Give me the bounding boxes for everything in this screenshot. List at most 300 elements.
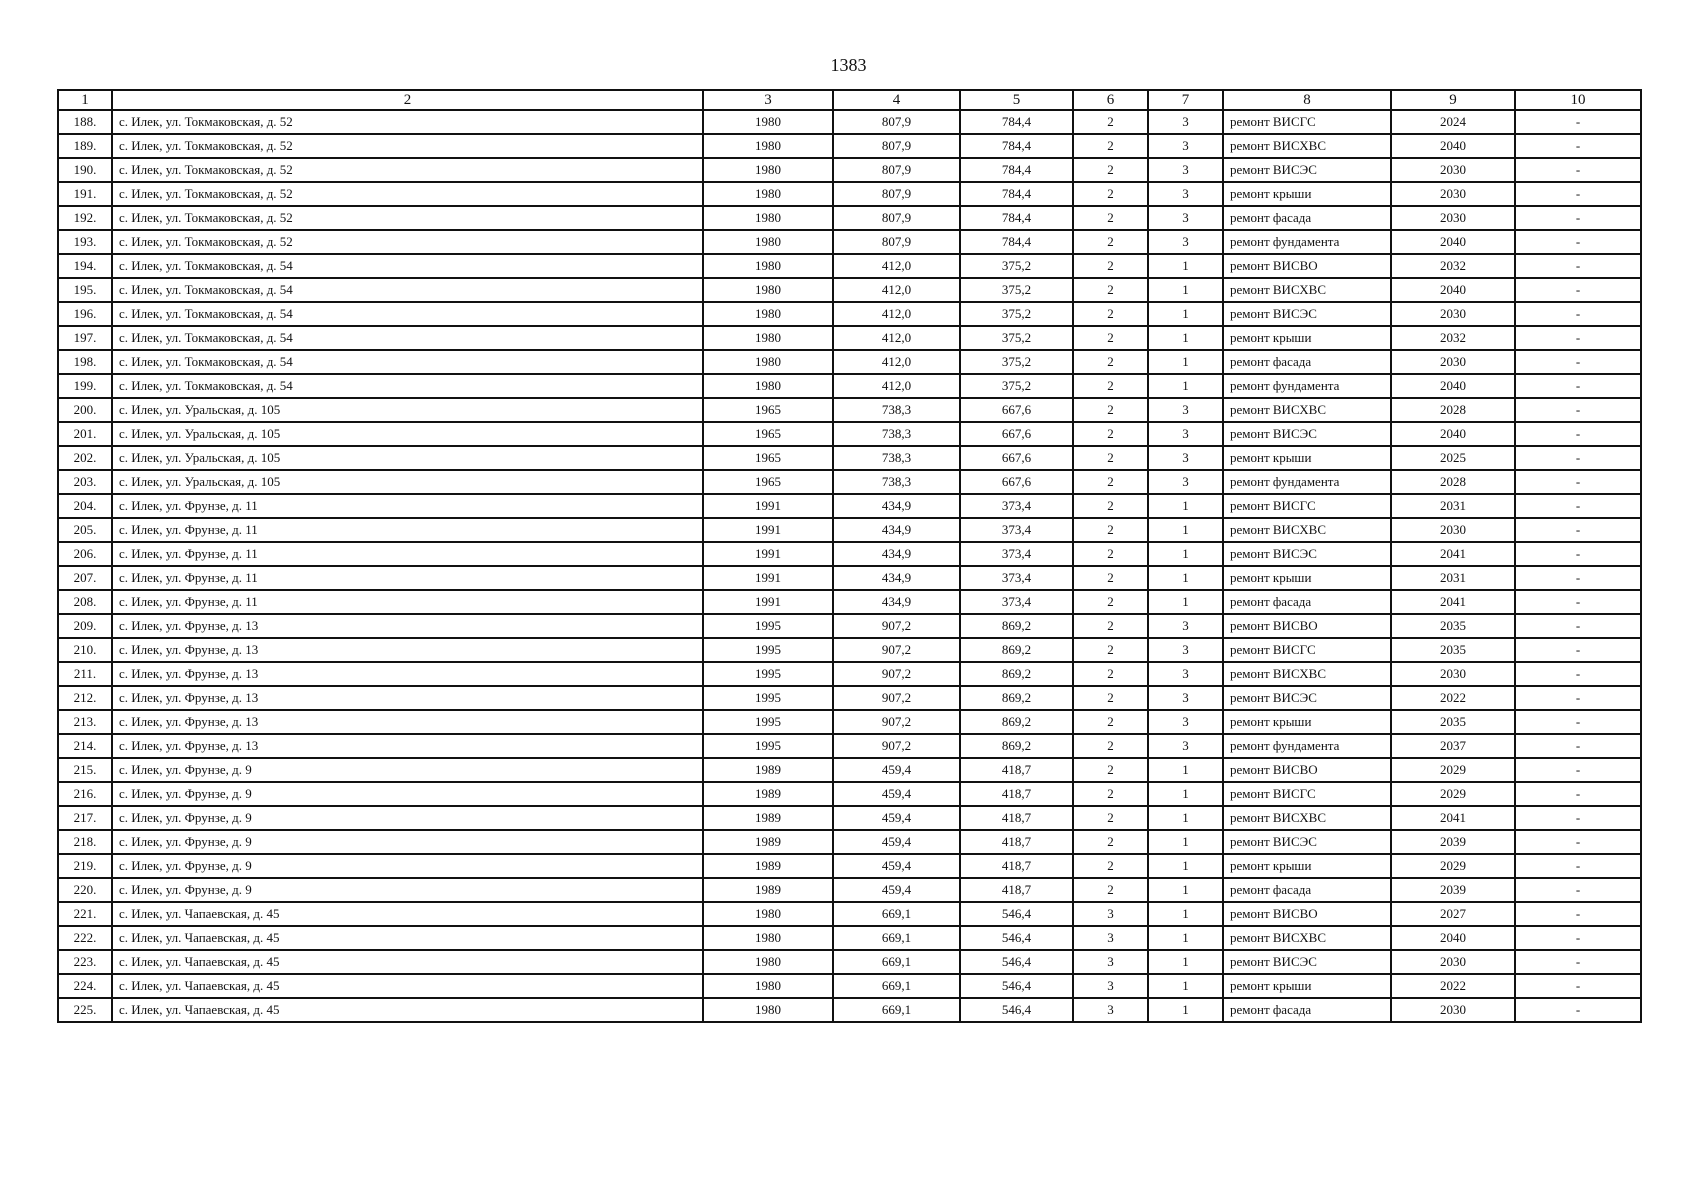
cell-row-number: 195. [58, 278, 112, 302]
cell-address: с. Илек, ул. Фрунзе, д. 13 [112, 710, 703, 734]
cell-column-6: 2 [1073, 662, 1148, 686]
cell-address: с. Илек, ул. Токмаковская, д. 54 [112, 302, 703, 326]
cell-address: с. Илек, ул. Чапаевская, д. 45 [112, 950, 703, 974]
cell-column-10: - [1515, 350, 1641, 374]
cell-address: с. Илек, ул. Фрунзе, д. 13 [112, 662, 703, 686]
cell-total-area: 412,0 [833, 374, 960, 398]
cell-row-number: 208. [58, 590, 112, 614]
cell-column-7: 3 [1148, 446, 1223, 470]
cell-build-year: 1980 [703, 374, 833, 398]
cell-column-7: 3 [1148, 206, 1223, 230]
cell-total-area: 459,4 [833, 878, 960, 902]
cell-work-type: ремонт крыши [1223, 854, 1391, 878]
cell-row-number: 225. [58, 998, 112, 1022]
cell-living-area: 667,6 [960, 470, 1073, 494]
cell-living-area: 667,6 [960, 446, 1073, 470]
cell-column-7: 1 [1148, 758, 1223, 782]
cell-total-area: 807,9 [833, 182, 960, 206]
cell-total-area: 907,2 [833, 638, 960, 662]
table-row [58, 302, 1641, 326]
cell-work-type: ремонт фасада [1223, 878, 1391, 902]
cell-row-number: 210. [58, 638, 112, 662]
cell-column-10: - [1515, 542, 1641, 566]
cell-column-7: 1 [1148, 878, 1223, 902]
cell-column-6: 2 [1073, 614, 1148, 638]
cell-plan-year: 2030 [1391, 158, 1515, 182]
cell-row-number: 201. [58, 422, 112, 446]
cell-living-area: 546,4 [960, 950, 1073, 974]
cell-row-number: 223. [58, 950, 112, 974]
column-header: 6 [1073, 90, 1148, 110]
cell-total-area: 459,4 [833, 806, 960, 830]
cell-column-7: 1 [1148, 782, 1223, 806]
cell-column-6: 2 [1073, 422, 1148, 446]
cell-total-area: 907,2 [833, 686, 960, 710]
cell-build-year: 1980 [703, 158, 833, 182]
cell-column-6: 3 [1073, 950, 1148, 974]
cell-column-7: 3 [1148, 230, 1223, 254]
cell-address: с. Илек, ул. Фрунзе, д. 9 [112, 830, 703, 854]
cell-plan-year: 2030 [1391, 518, 1515, 542]
cell-total-area: 434,9 [833, 518, 960, 542]
cell-build-year: 1991 [703, 566, 833, 590]
cell-total-area: 434,9 [833, 542, 960, 566]
cell-address: с. Илек, ул. Фрунзе, д. 13 [112, 686, 703, 710]
cell-column-7: 1 [1148, 326, 1223, 350]
cell-column-7: 1 [1148, 830, 1223, 854]
cell-plan-year: 2032 [1391, 254, 1515, 278]
cell-build-year: 1989 [703, 854, 833, 878]
cell-row-number: 217. [58, 806, 112, 830]
cell-column-10: - [1515, 614, 1641, 638]
cell-column-7: 3 [1148, 614, 1223, 638]
cell-total-area: 907,2 [833, 734, 960, 758]
cell-column-10: - [1515, 854, 1641, 878]
cell-build-year: 1991 [703, 494, 833, 518]
cell-row-number: 216. [58, 782, 112, 806]
table-row [58, 902, 1641, 926]
cell-total-area: 434,9 [833, 494, 960, 518]
cell-work-type: ремонт ВИСВО [1223, 614, 1391, 638]
cell-address: с. Илек, ул. Токмаковская, д. 52 [112, 110, 703, 134]
cell-plan-year: 2028 [1391, 470, 1515, 494]
cell-total-area: 412,0 [833, 254, 960, 278]
cell-column-6: 2 [1073, 254, 1148, 278]
cell-plan-year: 2029 [1391, 854, 1515, 878]
cell-plan-year: 2028 [1391, 398, 1515, 422]
cell-build-year: 1995 [703, 662, 833, 686]
cell-plan-year: 2030 [1391, 998, 1515, 1022]
column-header: 10 [1515, 90, 1641, 110]
cell-row-number: 198. [58, 350, 112, 374]
table-row [58, 470, 1641, 494]
cell-build-year: 1980 [703, 278, 833, 302]
cell-row-number: 219. [58, 854, 112, 878]
cell-plan-year: 2027 [1391, 902, 1515, 926]
cell-total-area: 807,9 [833, 134, 960, 158]
column-header: 9 [1391, 90, 1515, 110]
cell-row-number: 189. [58, 134, 112, 158]
cell-living-area: 418,7 [960, 878, 1073, 902]
table-row [58, 878, 1641, 902]
cell-build-year: 1995 [703, 614, 833, 638]
cell-address: с. Илек, ул. Фрунзе, д. 11 [112, 542, 703, 566]
cell-total-area: 459,4 [833, 782, 960, 806]
cell-column-10: - [1515, 278, 1641, 302]
cell-column-10: - [1515, 446, 1641, 470]
cell-address: с. Илек, ул. Токмаковская, д. 52 [112, 230, 703, 254]
table-row [58, 806, 1641, 830]
cell-work-type: ремонт ВИСХВС [1223, 518, 1391, 542]
cell-column-7: 1 [1148, 974, 1223, 998]
cell-total-area: 807,9 [833, 230, 960, 254]
cell-build-year: 1995 [703, 734, 833, 758]
table-row [58, 494, 1641, 518]
cell-build-year: 1980 [703, 302, 833, 326]
table-body [58, 90, 1641, 1022]
cell-build-year: 1980 [703, 230, 833, 254]
cell-address: с. Илек, ул. Фрунзе, д. 9 [112, 758, 703, 782]
cell-total-area: 807,9 [833, 158, 960, 182]
table-row [58, 758, 1641, 782]
table-row [58, 566, 1641, 590]
cell-work-type: ремонт ВИСГС [1223, 782, 1391, 806]
cell-column-7: 1 [1148, 302, 1223, 326]
cell-work-type: ремонт фасада [1223, 590, 1391, 614]
cell-column-6: 2 [1073, 638, 1148, 662]
cell-column-6: 2 [1073, 542, 1148, 566]
cell-column-6: 2 [1073, 302, 1148, 326]
page-number: 1383 [830, 55, 867, 75]
cell-row-number: 220. [58, 878, 112, 902]
cell-total-area: 459,4 [833, 854, 960, 878]
cell-row-number: 211. [58, 662, 112, 686]
cell-total-area: 459,4 [833, 830, 960, 854]
table-row [58, 638, 1641, 662]
cell-plan-year: 2022 [1391, 974, 1515, 998]
cell-column-10: - [1515, 638, 1641, 662]
cell-column-10: - [1515, 494, 1641, 518]
cell-total-area: 907,2 [833, 614, 960, 638]
cell-column-6: 3 [1073, 998, 1148, 1022]
cell-plan-year: 2030 [1391, 302, 1515, 326]
cell-plan-year: 2029 [1391, 758, 1515, 782]
cell-living-area: 373,4 [960, 494, 1073, 518]
cell-plan-year: 2041 [1391, 590, 1515, 614]
cell-build-year: 1980 [703, 950, 833, 974]
cell-column-10: - [1515, 206, 1641, 230]
cell-column-7: 1 [1148, 902, 1223, 926]
cell-column-6: 2 [1073, 470, 1148, 494]
cell-living-area: 869,2 [960, 734, 1073, 758]
cell-total-area: 907,2 [833, 662, 960, 686]
cell-address: с. Илек, ул. Токмаковская, д. 54 [112, 350, 703, 374]
cell-work-type: ремонт фасада [1223, 350, 1391, 374]
cell-build-year: 1980 [703, 998, 833, 1022]
column-header: 1 [58, 90, 112, 110]
cell-column-10: - [1515, 590, 1641, 614]
cell-total-area: 434,9 [833, 590, 960, 614]
cell-address: с. Илек, ул. Токмаковская, д. 54 [112, 278, 703, 302]
cell-build-year: 1965 [703, 422, 833, 446]
cell-address: с. Илек, ул. Фрунзе, д. 9 [112, 854, 703, 878]
cell-living-area: 375,2 [960, 278, 1073, 302]
cell-build-year: 1989 [703, 758, 833, 782]
cell-living-area: 869,2 [960, 662, 1073, 686]
cell-address: с. Илек, ул. Токмаковская, д. 52 [112, 134, 703, 158]
cell-row-number: 205. [58, 518, 112, 542]
cell-living-area: 373,4 [960, 518, 1073, 542]
cell-column-6: 2 [1073, 734, 1148, 758]
table-row [58, 926, 1641, 950]
cell-plan-year: 2039 [1391, 878, 1515, 902]
cell-row-number: 194. [58, 254, 112, 278]
cell-living-area: 869,2 [960, 710, 1073, 734]
cell-column-10: - [1515, 302, 1641, 326]
cell-living-area: 373,4 [960, 542, 1073, 566]
cell-work-type: ремонт фасада [1223, 206, 1391, 230]
cell-column-10: - [1515, 182, 1641, 206]
cell-build-year: 1980 [703, 926, 833, 950]
cell-build-year: 1995 [703, 638, 833, 662]
cell-total-area: 669,1 [833, 974, 960, 998]
cell-column-10: - [1515, 662, 1641, 686]
cell-living-area: 375,2 [960, 350, 1073, 374]
cell-row-number: 209. [58, 614, 112, 638]
cell-column-7: 1 [1148, 926, 1223, 950]
cell-address: с. Илек, ул. Чапаевская, д. 45 [112, 998, 703, 1022]
cell-column-7: 1 [1148, 350, 1223, 374]
table-row [58, 542, 1641, 566]
cell-living-area: 869,2 [960, 638, 1073, 662]
cell-column-6: 2 [1073, 782, 1148, 806]
column-header: 4 [833, 90, 960, 110]
cell-address: с. Илек, ул. Фрунзе, д. 11 [112, 494, 703, 518]
cell-column-10: - [1515, 686, 1641, 710]
cell-total-area: 412,0 [833, 326, 960, 350]
cell-plan-year: 2032 [1391, 326, 1515, 350]
cell-work-type: ремонт ВИСХВС [1223, 926, 1391, 950]
column-header: 8 [1223, 90, 1391, 110]
cell-column-10: - [1515, 110, 1641, 134]
cell-column-10: - [1515, 398, 1641, 422]
cell-column-10: - [1515, 134, 1641, 158]
cell-column-6: 2 [1073, 878, 1148, 902]
table-row [58, 950, 1641, 974]
cell-address: с. Илек, ул. Фрунзе, д. 13 [112, 614, 703, 638]
cell-plan-year: 2041 [1391, 806, 1515, 830]
table-row [58, 686, 1641, 710]
cell-address: с. Илек, ул. Уральская, д. 105 [112, 422, 703, 446]
cell-column-6: 2 [1073, 758, 1148, 782]
cell-address: с. Илек, ул. Чапаевская, д. 45 [112, 926, 703, 950]
cell-total-area: 738,3 [833, 446, 960, 470]
cell-column-6: 2 [1073, 278, 1148, 302]
cell-column-10: - [1515, 374, 1641, 398]
cell-plan-year: 2035 [1391, 614, 1515, 638]
table-row [58, 398, 1641, 422]
table-row [58, 158, 1641, 182]
cell-column-7: 3 [1148, 182, 1223, 206]
cell-column-6: 2 [1073, 446, 1148, 470]
cell-work-type: ремонт ВИСХВС [1223, 134, 1391, 158]
table-row [58, 182, 1641, 206]
cell-column-6: 2 [1073, 494, 1148, 518]
cell-column-6: 3 [1073, 926, 1148, 950]
table-row [58, 446, 1641, 470]
table-row [58, 422, 1641, 446]
cell-living-area: 418,7 [960, 758, 1073, 782]
table-row [58, 374, 1641, 398]
cell-column-7: 1 [1148, 566, 1223, 590]
cell-plan-year: 2030 [1391, 182, 1515, 206]
cell-address: с. Илек, ул. Токмаковская, д. 52 [112, 206, 703, 230]
cell-row-number: 215. [58, 758, 112, 782]
cell-total-area: 434,9 [833, 566, 960, 590]
cell-work-type: ремонт ВИСХВС [1223, 278, 1391, 302]
cell-work-type: ремонт фундамента [1223, 374, 1391, 398]
cell-column-10: - [1515, 974, 1641, 998]
cell-plan-year: 2040 [1391, 134, 1515, 158]
cell-column-6: 2 [1073, 206, 1148, 230]
cell-column-7: 3 [1148, 662, 1223, 686]
cell-column-7: 1 [1148, 374, 1223, 398]
cell-plan-year: 2040 [1391, 422, 1515, 446]
cell-column-6: 3 [1073, 974, 1148, 998]
table-row [58, 710, 1641, 734]
cell-plan-year: 2040 [1391, 230, 1515, 254]
cell-work-type: ремонт ВИСХВС [1223, 662, 1391, 686]
cell-work-type: ремонт ВИСВО [1223, 758, 1391, 782]
cell-plan-year: 2031 [1391, 566, 1515, 590]
cell-row-number: 190. [58, 158, 112, 182]
table-row [58, 326, 1641, 350]
cell-living-area: 546,4 [960, 926, 1073, 950]
cell-row-number: 197. [58, 326, 112, 350]
cell-column-6: 2 [1073, 590, 1148, 614]
cell-row-number: 199. [58, 374, 112, 398]
cell-work-type: ремонт ВИСЭС [1223, 830, 1391, 854]
cell-column-6: 2 [1073, 374, 1148, 398]
cell-row-number: 207. [58, 566, 112, 590]
cell-plan-year: 2030 [1391, 950, 1515, 974]
cell-row-number: 214. [58, 734, 112, 758]
cell-total-area: 738,3 [833, 398, 960, 422]
table-row [58, 278, 1641, 302]
cell-address: с. Илек, ул. Фрунзе, д. 9 [112, 806, 703, 830]
cell-work-type: ремонт ВИСГС [1223, 638, 1391, 662]
cell-row-number: 192. [58, 206, 112, 230]
cell-work-type: ремонт ВИСЭС [1223, 422, 1391, 446]
cell-plan-year: 2030 [1391, 662, 1515, 686]
cell-build-year: 1995 [703, 686, 833, 710]
cell-column-6: 2 [1073, 398, 1148, 422]
cell-work-type: ремонт ВИСЭС [1223, 686, 1391, 710]
cell-column-6: 2 [1073, 806, 1148, 830]
cell-row-number: 222. [58, 926, 112, 950]
cell-living-area: 373,4 [960, 566, 1073, 590]
cell-build-year: 1980 [703, 182, 833, 206]
cell-column-10: - [1515, 758, 1641, 782]
cell-work-type: ремонт ВИСХВС [1223, 806, 1391, 830]
cell-address: с. Илек, ул. Токмаковская, д. 52 [112, 182, 703, 206]
cell-row-number: 212. [58, 686, 112, 710]
cell-work-type: ремонт фасада [1223, 998, 1391, 1022]
table-header-row [58, 90, 1641, 110]
cell-build-year: 1965 [703, 398, 833, 422]
cell-total-area: 412,0 [833, 302, 960, 326]
cell-column-7: 1 [1148, 998, 1223, 1022]
cell-column-6: 2 [1073, 710, 1148, 734]
cell-row-number: 213. [58, 710, 112, 734]
cell-build-year: 1989 [703, 878, 833, 902]
cell-column-10: - [1515, 926, 1641, 950]
cell-address: с. Илек, ул. Фрунзе, д. 13 [112, 734, 703, 758]
cell-build-year: 1989 [703, 830, 833, 854]
cell-plan-year: 2040 [1391, 374, 1515, 398]
cell-build-year: 1991 [703, 542, 833, 566]
cell-column-6: 2 [1073, 158, 1148, 182]
cell-work-type: ремонт ВИСЭС [1223, 158, 1391, 182]
cell-work-type: ремонт крыши [1223, 974, 1391, 998]
cell-total-area: 738,3 [833, 422, 960, 446]
cell-column-10: - [1515, 566, 1641, 590]
cell-work-type: ремонт ВИСЭС [1223, 302, 1391, 326]
cell-row-number: 218. [58, 830, 112, 854]
cell-column-10: - [1515, 806, 1641, 830]
cell-build-year: 1991 [703, 590, 833, 614]
cell-work-type: ремонт ВИСЭС [1223, 542, 1391, 566]
cell-total-area: 669,1 [833, 902, 960, 926]
cell-work-type: ремонт фундамента [1223, 734, 1391, 758]
cell-build-year: 1991 [703, 518, 833, 542]
table-row [58, 782, 1641, 806]
cell-work-type: ремонт ВИСГС [1223, 110, 1391, 134]
cell-work-type: ремонт ВИСГС [1223, 494, 1391, 518]
cell-column-10: - [1515, 518, 1641, 542]
cell-column-7: 3 [1148, 470, 1223, 494]
cell-total-area: 669,1 [833, 998, 960, 1022]
column-header: 7 [1148, 90, 1223, 110]
cell-address: с. Илек, ул. Фрунзе, д. 9 [112, 782, 703, 806]
cell-living-area: 784,4 [960, 110, 1073, 134]
cell-column-6: 2 [1073, 686, 1148, 710]
cell-column-7: 3 [1148, 710, 1223, 734]
cell-column-7: 3 [1148, 734, 1223, 758]
capital-repair-table [57, 89, 1642, 1023]
cell-living-area: 667,6 [960, 398, 1073, 422]
cell-plan-year: 2024 [1391, 110, 1515, 134]
cell-column-10: - [1515, 710, 1641, 734]
cell-build-year: 1980 [703, 134, 833, 158]
cell-build-year: 1965 [703, 446, 833, 470]
cell-living-area: 375,2 [960, 326, 1073, 350]
cell-plan-year: 2035 [1391, 638, 1515, 662]
table-row [58, 590, 1641, 614]
cell-column-7: 3 [1148, 134, 1223, 158]
cell-work-type: ремонт ВИСВО [1223, 254, 1391, 278]
cell-column-7: 1 [1148, 254, 1223, 278]
cell-column-7: 3 [1148, 686, 1223, 710]
cell-column-10: - [1515, 422, 1641, 446]
cell-column-10: - [1515, 326, 1641, 350]
cell-total-area: 738,3 [833, 470, 960, 494]
cell-address: с. Илек, ул. Фрунзе, д. 13 [112, 638, 703, 662]
cell-row-number: 191. [58, 182, 112, 206]
cell-address: с. Илек, ул. Чапаевская, д. 45 [112, 902, 703, 926]
cell-column-6: 2 [1073, 134, 1148, 158]
cell-address: с. Илек, ул. Фрунзе, д. 11 [112, 518, 703, 542]
